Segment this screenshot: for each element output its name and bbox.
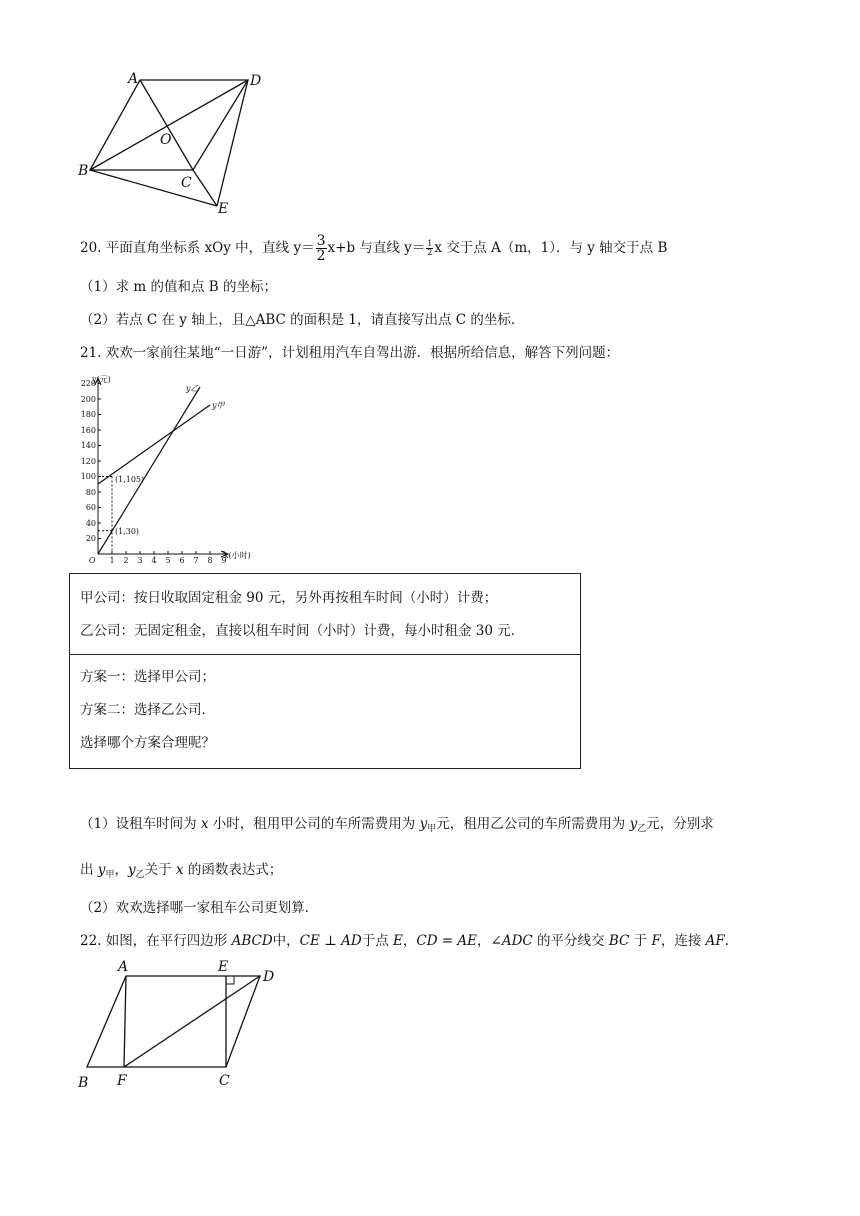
p-label-d: D bbox=[263, 969, 275, 985]
q21-p1-text-c: 元，租用乙公司的车所需费用为 bbox=[436, 816, 630, 832]
y-tick-40: 40 bbox=[85, 519, 96, 528]
sub-jia: 甲 bbox=[427, 824, 437, 834]
q20-pre: 平面直角坐标系 xOy 中，直线 y＝ bbox=[105, 240, 315, 256]
q20-fraction-1-2: $\frac{1}{2}$ bbox=[427, 239, 433, 257]
seg-be bbox=[90, 170, 217, 206]
q22-text-i: ． bbox=[724, 933, 739, 949]
y-tick-120: 120 bbox=[80, 457, 96, 466]
var-x: x bbox=[200, 816, 209, 832]
q22-text-a: 如图，在平行四边形 bbox=[105, 933, 232, 949]
p-label-c: C bbox=[219, 1073, 230, 1089]
line-jia bbox=[98, 405, 210, 484]
x-tick-3: 3 bbox=[137, 556, 143, 565]
q22-eq: = bbox=[437, 933, 458, 949]
var-x-2: x bbox=[175, 862, 184, 878]
box-plan-1: 方案一：选择甲公司； bbox=[80, 669, 215, 685]
q21-p1-text-g: 关于 bbox=[144, 862, 176, 878]
var-y-jia-2: y bbox=[97, 862, 106, 878]
x-tick-2: 2 bbox=[123, 556, 129, 565]
q21-p1-text-d: 元，分别求 bbox=[646, 816, 714, 832]
label-o: O bbox=[160, 132, 172, 148]
box-divider bbox=[70, 654, 580, 655]
label-a: A bbox=[128, 71, 139, 87]
q21-p1-text-b: 小时，租用甲公司的车所需费用为 bbox=[208, 816, 420, 832]
q20-number: 20. bbox=[80, 240, 102, 256]
box-line-jia: 甲公司：按日收取固定租金 90 元，另外再按租车时间（小时）计费； bbox=[80, 590, 498, 606]
q22-bc: BC bbox=[608, 933, 630, 949]
q21-part2: （2）欢欢选择哪一家租车公司更划算． bbox=[80, 900, 319, 916]
q22-ad: AD bbox=[341, 933, 362, 949]
q21-number: 21. bbox=[80, 345, 102, 361]
q20-fraction-3-2: $\frac{3}{2}$ bbox=[316, 233, 326, 264]
q22-text-h: ，连接 bbox=[660, 933, 706, 949]
figure-abcd-oe bbox=[70, 66, 270, 218]
q21-p1-text-h: 的函数表达式； bbox=[183, 862, 283, 878]
var-y-yi: y bbox=[629, 816, 638, 832]
q21-p1-text-f: ， bbox=[114, 862, 128, 878]
y-tick-60: 60 bbox=[85, 503, 96, 512]
p-label-e: E bbox=[218, 959, 229, 975]
chart-xlabel: x(小时) bbox=[224, 551, 251, 560]
q21-info-box bbox=[69, 573, 581, 769]
label-point-1-30: (1,30) bbox=[115, 527, 140, 536]
x-tick-labels bbox=[109, 556, 226, 565]
sub-yi-2: 乙 bbox=[135, 870, 145, 880]
y-tick-200: 200 bbox=[80, 395, 96, 404]
right-angle-mark bbox=[226, 976, 234, 984]
label-c: C bbox=[181, 175, 192, 191]
y-tick-180: 180 bbox=[80, 410, 96, 419]
q21-part1-line2 bbox=[80, 860, 282, 885]
q22-abcd: ABCD bbox=[231, 933, 273, 949]
q21-p1-text-e: 出 bbox=[80, 862, 98, 878]
y-tick-80: 80 bbox=[85, 488, 96, 497]
q22-text-c: 于点 bbox=[361, 933, 393, 949]
var-y-yi-2: y bbox=[127, 862, 136, 878]
q22-e: E bbox=[393, 933, 403, 949]
q22-adc: ADC bbox=[501, 933, 533, 949]
q20-stem bbox=[80, 234, 667, 263]
q22-ce: CE bbox=[299, 933, 320, 949]
y-tick-160: 160 bbox=[80, 426, 96, 435]
y-tick-100: 100 bbox=[80, 472, 96, 481]
y-tick-140: 140 bbox=[80, 441, 96, 450]
q22-perp: ⊥ bbox=[319, 933, 342, 949]
q22-f: F bbox=[651, 933, 661, 949]
label-line-jia: y甲 bbox=[212, 401, 225, 410]
diag-ac bbox=[140, 80, 193, 170]
figure-parallelogram bbox=[70, 956, 290, 1096]
y-tick-labels bbox=[81, 379, 96, 543]
x-tick-1: 1 bbox=[109, 556, 115, 565]
sub-yi: 乙 bbox=[637, 824, 647, 834]
chart-ylabel: y(元) bbox=[92, 375, 111, 384]
q22-text-f: 的平分线交 bbox=[532, 933, 609, 949]
box-question: 选择哪个方案合理呢？ bbox=[80, 735, 215, 751]
q21-part1-line1 bbox=[80, 814, 714, 839]
q22-number: 22. bbox=[80, 933, 102, 949]
q22-text-d: ， bbox=[402, 933, 417, 949]
line-yi bbox=[98, 387, 200, 554]
q22-cd: CD bbox=[416, 933, 438, 949]
y-tick-220: 220 bbox=[80, 379, 96, 388]
x-tick-7: 7 bbox=[193, 556, 199, 565]
q21-intro-text: 欢欢一家前往某地“一日游”，计划租用汽车自驾出游．根据所给信息，解答下列问题： bbox=[105, 345, 620, 361]
x-tick-9: 9 bbox=[221, 556, 227, 565]
var-y-jia: y bbox=[419, 816, 428, 832]
box-line-yi: 乙公司：无固定租金，直接以租车时间（小时）计费，每小时租金 30 元． bbox=[80, 623, 525, 639]
x-tick-6: 6 bbox=[179, 556, 185, 565]
parallelogram-abcd bbox=[87, 976, 260, 1067]
seg-de bbox=[217, 80, 248, 206]
seg-df bbox=[124, 976, 260, 1067]
p-label-f: F bbox=[117, 1073, 127, 1089]
q20-mid: x+b 与直线 y＝ bbox=[327, 240, 426, 256]
sub-jia-2: 甲 bbox=[105, 870, 115, 880]
q22-stem bbox=[80, 931, 738, 951]
q20-post: x 交于点 A（m，1）．与 y 轴交于点 B bbox=[434, 240, 668, 256]
label-e: E bbox=[218, 201, 229, 217]
q20-part2: （2）若点 C 在 y 轴上，且△ABC 的面积是 1，请直接写出点 C 的坐标． bbox=[80, 312, 525, 328]
x-tick-5: 5 bbox=[165, 556, 171, 565]
label-line-yi: y乙 bbox=[186, 384, 199, 393]
q20-part1: （1）求 m 的值和点 B 的坐标； bbox=[80, 279, 277, 295]
q21-p1-text-a: （1）设租车时间为 bbox=[80, 816, 201, 832]
diag-bd bbox=[90, 80, 248, 170]
label-b: B bbox=[78, 163, 89, 179]
p-label-b: B bbox=[78, 1075, 89, 1091]
y-tick-20: 20 bbox=[85, 534, 96, 543]
q22-text-g: 于 bbox=[629, 933, 652, 949]
q21-intro bbox=[80, 343, 619, 363]
box-plan-2: 方案二：选择乙公司． bbox=[80, 702, 215, 718]
label-d: D bbox=[250, 73, 262, 89]
q22-text-b: 中， bbox=[272, 933, 300, 949]
q22-text-e: ，∠ bbox=[477, 933, 502, 949]
q21-cost-chart bbox=[78, 372, 278, 566]
q22-af: AF bbox=[705, 933, 725, 949]
label-point-1-105: (1,105) bbox=[115, 475, 145, 484]
p-label-a: A bbox=[118, 959, 129, 975]
x-tick-8: 8 bbox=[207, 556, 213, 565]
chart-origin: O bbox=[89, 556, 96, 565]
seg-af bbox=[124, 976, 126, 1067]
q22-ae: AE bbox=[457, 933, 478, 949]
x-tick-4: 4 bbox=[151, 556, 157, 565]
